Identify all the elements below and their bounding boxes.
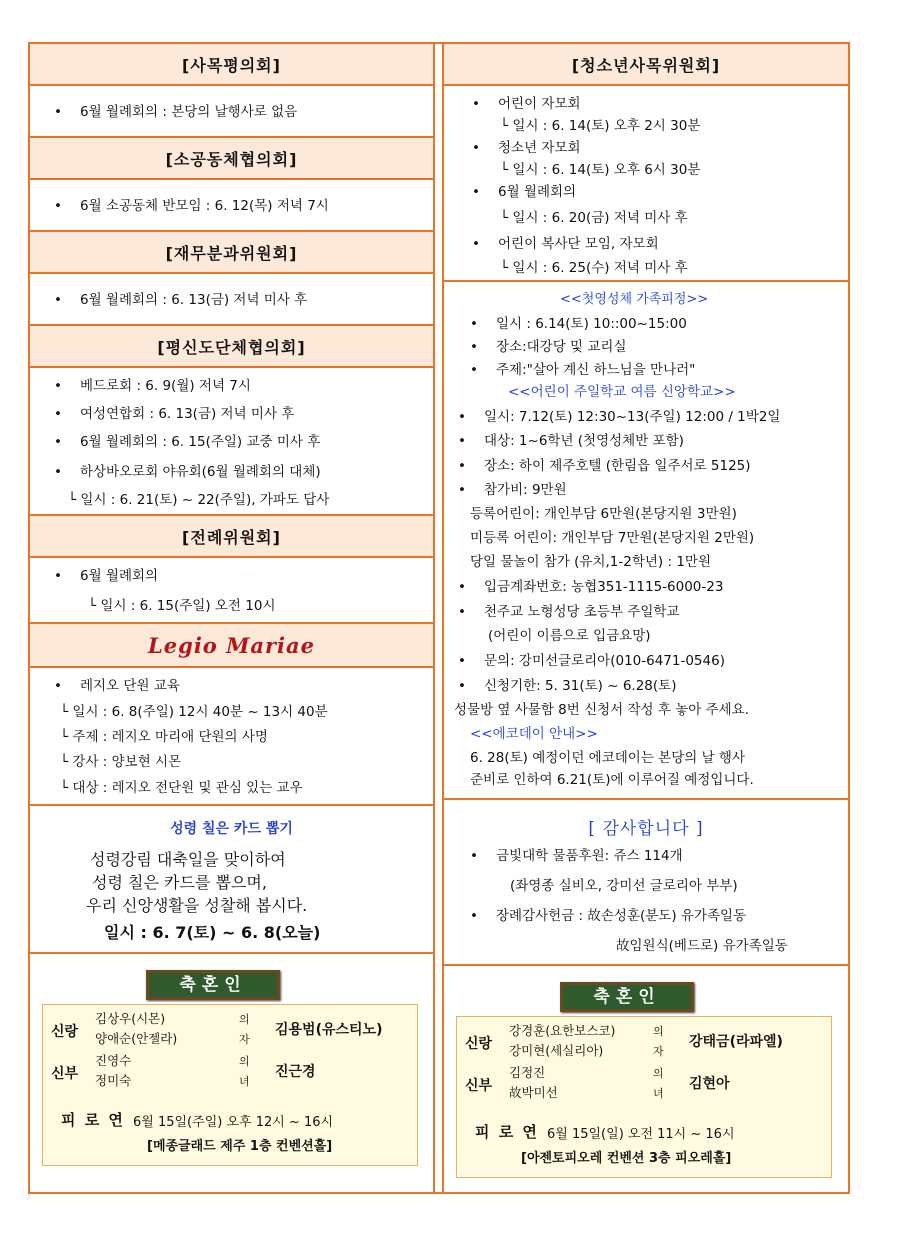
groom-label: 신랑	[51, 1024, 79, 1040]
list-item: • 일시 : 6.14(토) 10::00~15:00	[496, 312, 687, 336]
list-item: • 천주교 노형성당 초등부 주일학교	[484, 600, 679, 624]
ja-char: 자	[239, 1033, 250, 1046]
list-item: • 6월 월례회의	[498, 180, 576, 204]
laity-council-header: [평신도단체협의회]	[30, 326, 433, 368]
wedding-box	[456, 1016, 832, 1178]
legio-mariae-section	[30, 668, 433, 806]
text-line: 우리 신앙생활을 성찰해 봅시다.	[86, 896, 308, 915]
groom-mother: 강미현(세실리아)	[509, 1043, 604, 1058]
chalkboard-icon: 축혼인	[146, 970, 280, 1000]
list-subitem: 故임원식(베드로) 유가족일동	[616, 938, 788, 954]
list-item: • 주제:"살아 계신 하느님을 만나러"	[496, 358, 695, 382]
list-item: • 금빛대학 물품후원: 쥬스 114개	[496, 844, 683, 868]
fee-line: 등록어린이: 개인부담 6만원(본당지원 3만원)	[470, 506, 737, 522]
list-item: • 입금계좌번호: 농협351-1115-6000-23	[484, 575, 723, 599]
spirit-card-date: 일시 : 6. 7(토) ~ 6. 8(오늘)	[104, 923, 321, 942]
list-item: • 장례감사헌금 : 故손성훈(분도) 유가족일동	[496, 904, 746, 928]
list-item: • 6월 월례회의	[80, 564, 158, 588]
chalkboard-icon: 축혼인	[560, 982, 694, 1012]
thanks-title: [ 감사합니다 ]	[588, 819, 704, 839]
right-column	[442, 44, 848, 1192]
form-line: 성물방 옆 사물함 8번 신청서 작성 후 놓아 주세요.	[454, 702, 749, 718]
laity-council-section	[30, 368, 433, 516]
finance-committee-section	[30, 274, 433, 326]
list-item: • 6월 월례회의 : 본당의 날행사로 없음	[80, 100, 297, 124]
list-item: • 6월 월례회의 : 6. 15(주일) 교중 미사 후	[80, 430, 320, 454]
wedding-box	[42, 1004, 418, 1166]
feast-place: [메종글래드 제주 1층 컨벤션홀]	[147, 1139, 333, 1154]
list-item: • 하상바오로회 야유회(6월 월례회의 대체)	[80, 460, 321, 484]
ecoday-line: 준비로 인하여 6.21(토)에 이루어질 예정입니다.	[470, 772, 754, 788]
wedding-section-left	[30, 954, 433, 1184]
bride-label: 신부	[465, 1078, 493, 1094]
list-subitem: └ 강사 : 양보현 시몬	[60, 754, 182, 770]
youth-committee-header: [청소년사목위원회]	[444, 44, 848, 86]
left-column	[30, 44, 435, 1192]
bride-father: 진영수	[95, 1053, 132, 1068]
text-line: 성령 칠은 카드를 뽑으며,	[92, 873, 267, 892]
list-item: • 여성연합회 : 6. 13(금) 저녁 미사 후	[80, 402, 294, 426]
list-item: • 레지오 단원 교육	[80, 674, 180, 698]
bulletin-frame	[28, 42, 850, 1194]
list-subitem: (좌영종 실비오, 강미선 글로리아 부부)	[510, 878, 738, 894]
list-item: • 신청기한: 5. 31(토) ~ 6.28(토)	[484, 674, 676, 698]
list-subitem: └ 일시 : 6. 25(수) 저녁 미사 후	[500, 260, 688, 276]
list-item: • 일시: 7.12(토) 12:30~13(주일) 12:00 / 1박2일	[484, 405, 780, 429]
list-item: • 대상: 1~6학년 (첫영성체반 포함)	[484, 429, 684, 453]
bride-name: 김현아	[689, 1076, 730, 1092]
feast-time: 6월 15일(일) 오전 11시 ~ 16시	[547, 1127, 735, 1142]
groom-father: 김상우(시몬)	[95, 1011, 166, 1026]
wedding-section-right	[444, 966, 848, 1196]
groom-label: 신랑	[465, 1036, 493, 1052]
groom-name: 김용범(유스티노)	[275, 1022, 383, 1038]
fee-line: 미등록 어린이: 개인부담 7만원(본당지원 2만원)	[470, 530, 755, 546]
finance-committee-header: [재무분과위원회]	[30, 232, 433, 274]
list-subitem: └ 일시 : 6. 14(토) 오후 2시 30분	[500, 118, 701, 134]
bride-father: 김정진	[509, 1065, 546, 1080]
summer-camp-title: <<어린이 주일학교 여름 신앙학교>>	[508, 384, 736, 400]
spirit-card-section	[30, 806, 433, 954]
note-line: (어린이 이름으로 입금요망)	[488, 628, 651, 644]
thanks-section	[444, 800, 848, 966]
feast-label: 피 로 연	[475, 1123, 539, 1141]
list-item: • 장소: 하이 제주호텔 (한림읍 일주서로 5125)	[484, 454, 751, 478]
list-item: • 6월 소공동체 반모임 : 6. 12(목) 저녁 7시	[80, 194, 329, 218]
fee-line: 당일 물놀이 참가 (유치,1-2학년) : 1만원	[470, 554, 712, 570]
list-item: • 문의: 강미선글로리아(010-6471-0546)	[484, 649, 725, 673]
legio-mariae-header	[30, 624, 433, 668]
ui-char: 의	[239, 1013, 250, 1026]
list-item: • 참가비: 9만원	[484, 478, 567, 502]
nyeo-char: 녀	[239, 1075, 250, 1088]
list-item: • 베드로회 : 6. 9(월) 저녁 7시	[80, 374, 251, 398]
ui-char: 의	[653, 1025, 664, 1038]
list-item: • 청소년 자모회	[498, 136, 581, 160]
pastoral-council-header: [사목평의회]	[30, 44, 433, 86]
ja-char: 자	[653, 1045, 664, 1058]
ui-char: 의	[653, 1067, 664, 1080]
ui-char: 의	[239, 1055, 250, 1068]
nyeo-char: 녀	[653, 1087, 664, 1100]
bride-mother: 故박미선	[509, 1085, 558, 1100]
list-subitem: └ 일시 : 6. 14(토) 오후 6시 30분	[500, 162, 701, 178]
bride-mother: 정미숙	[95, 1073, 132, 1088]
feast-label: 피 로 연	[61, 1111, 125, 1129]
groom-father: 강경훈(요한보스코)	[509, 1023, 616, 1038]
list-item: • 6월 월례회의 : 6. 13(금) 저녁 미사 후	[80, 288, 307, 312]
spirit-card-title: 성령 칠은 카드 뽑기	[170, 821, 293, 837]
youth-committee-section	[444, 86, 848, 282]
list-subitem: └ 주제 : 레지오 마리애 단원의 사명	[60, 729, 268, 745]
list-subitem: └ 일시 : 6. 20(금) 저녁 미사 후	[500, 210, 688, 226]
community-council-section	[30, 180, 433, 232]
bride-name: 진근경	[275, 1064, 316, 1080]
list-subitem: └ 일시 : 6. 8(주일) 12시 40분 ~ 13시 40분	[60, 704, 328, 720]
list-item: • 어린이 복사단 모임, 자모회	[498, 232, 659, 256]
ecoday-title: <<에코데이 안내>>	[470, 726, 598, 742]
groom-name: 강태금(라파엘)	[689, 1034, 783, 1050]
list-subitem: └ 일시 : 6. 21(토) ~ 22(주일), 가파도 답사	[68, 492, 330, 508]
list-subitem: └ 대상 : 레지오 전단원 및 관심 있는 교우	[60, 780, 303, 796]
spirit-card-body	[86, 848, 308, 917]
list-item: • 장소:대강당 및 교리실	[496, 335, 627, 359]
community-council-header: [소공동체협의회]	[30, 138, 433, 180]
feast-place: [아젠토피오레 컨벤션 3층 피오레홀]	[521, 1151, 732, 1166]
groom-mother: 양애순(안젤라)	[95, 1031, 178, 1046]
liturgy-committee-section	[30, 558, 433, 624]
pastoral-council-section	[30, 86, 433, 138]
feast-time: 6월 15일(주일) 오후 12시 ~ 16시	[133, 1115, 334, 1130]
liturgy-committee-header: [전례위원회]	[30, 516, 433, 558]
communion-retreat-title: <<첫영성체 가족피정>>	[560, 292, 709, 307]
bride-label: 신부	[51, 1066, 79, 1082]
list-item: • 어린이 자모회	[498, 92, 581, 116]
ecoday-line: 6. 28(토) 예정이던 에코데이는 본당의 날 행사	[470, 750, 745, 766]
children-section	[444, 282, 848, 800]
text-line: 성령강림 대축일을 맞이하여	[90, 850, 286, 869]
legio-mariae-title: Legio Mariae	[148, 632, 315, 658]
list-subitem: └ 일시 : 6. 15(주일) 오전 10시	[88, 598, 276, 614]
